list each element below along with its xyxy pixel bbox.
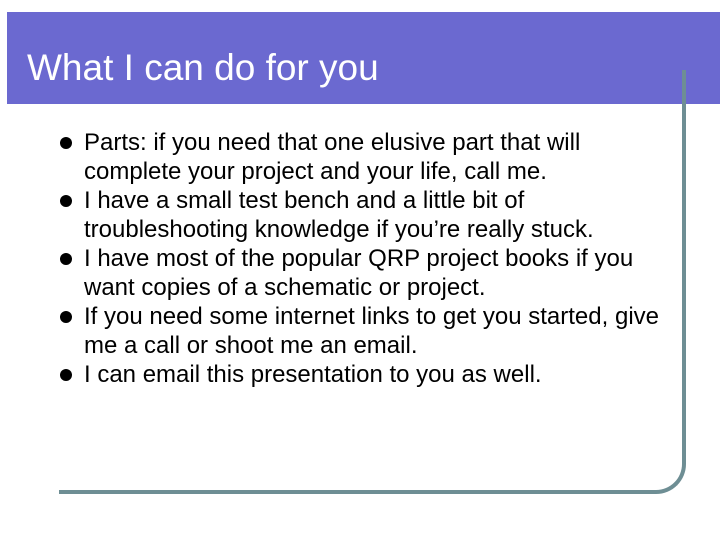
bullet-text: I have a small test bench and a little bit of troubleshooting knowledge if you’re really stuck. [84, 187, 594, 243]
bullet-dot-icon [60, 137, 72, 149]
bullet-list [60, 128, 680, 389]
bullet-dot-icon [60, 253, 72, 265]
bullet-item [60, 244, 680, 302]
bullet-dot-icon [60, 369, 72, 381]
bullet-text: If you need some internet links to get you started, give me a call or shoot me an email. [84, 303, 659, 359]
bullet-text: I can email this presentation to you as well. [84, 361, 542, 388]
bullet-item [60, 360, 680, 389]
bullet-item [60, 128, 680, 186]
bullet-text: I have most of the popular QRP project books if you want copies of a schematic or project. [84, 245, 634, 301]
bullet-item [60, 302, 680, 360]
slide-title: What I can do for you [27, 47, 379, 88]
bullet-text: Parts: if you need that one elusive part that will complete your project and your life, call me. [84, 129, 581, 185]
bullet-dot-icon [60, 195, 72, 207]
bullet-item [60, 186, 680, 244]
bullet-dot-icon [60, 311, 72, 323]
